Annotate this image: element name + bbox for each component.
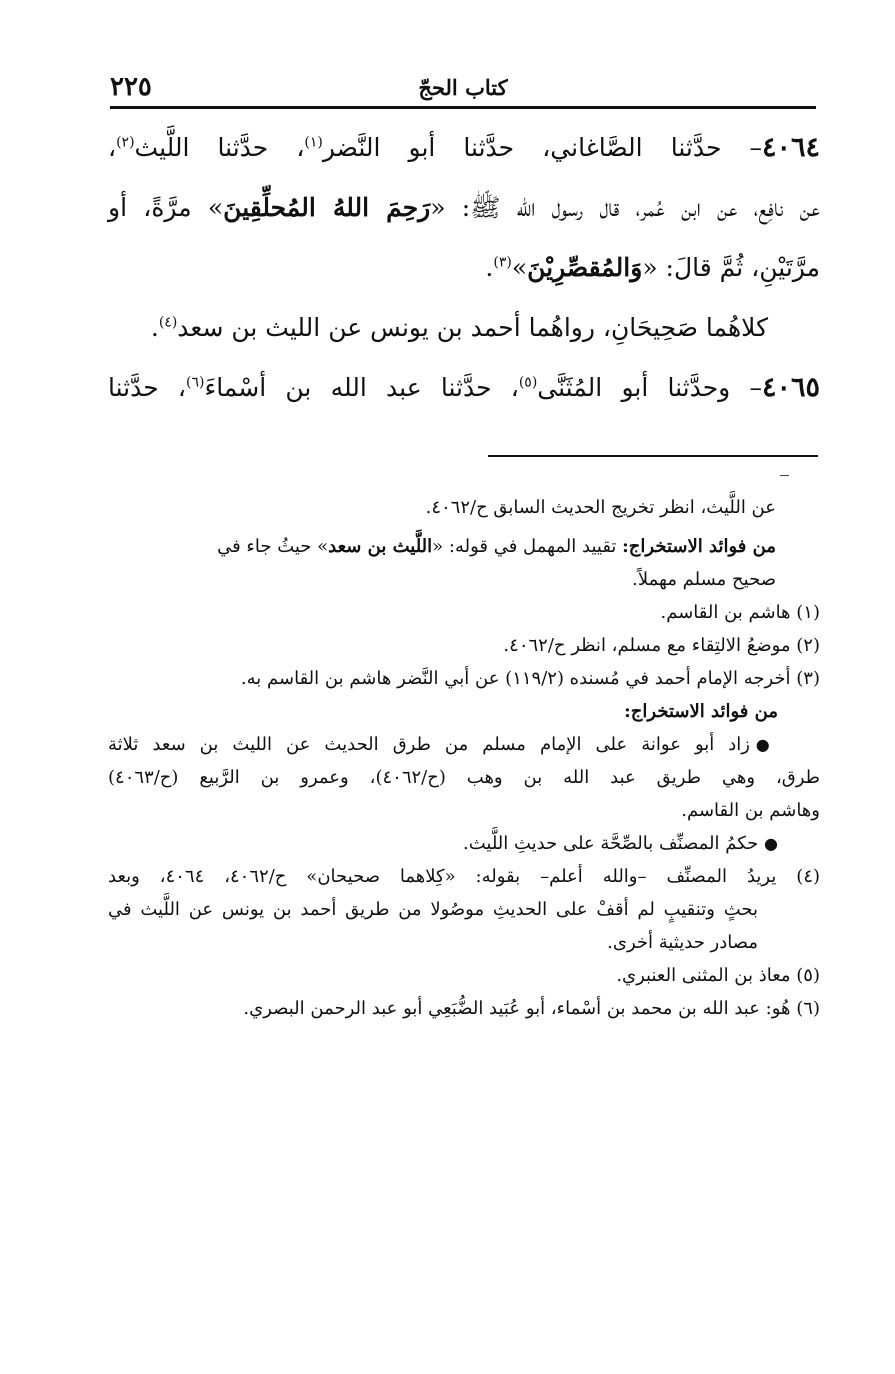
running-header	[110, 72, 816, 106]
footnote-4-line-2: بحثٍ وتنقيبٍ لم أقفْ على الحديثِ موصُولا من طريق أحمد بن يونس عن اللَّيث في	[108, 899, 758, 920]
footnote-5: (٥) معاذ بن المثنى العنبري.	[616, 965, 820, 986]
footnote-ref: (٣)	[493, 254, 512, 271]
fawaid-label: من فوائد الاستخراج:	[624, 701, 778, 722]
footnote-continuation: عن اللَّيث، انظر تخريج الحديث السابق ح/٤٠٦٢.	[425, 497, 776, 518]
bullet-2: ● حكمُ المصنِّف بالصِّحَّة على حديثِ اللَّيث.	[462, 833, 778, 854]
bullet-1-line-1: ● زاد أبو عوانة على الإمام مسلم من طرق الحديث عن الليث بن سعد ثلاثة	[108, 734, 778, 755]
footnote-2: (٢) موضعُ الالتِقاء مع مسلم، انظر ح/٤٠٦٢.	[503, 635, 820, 656]
footnote-ref: (١)	[304, 134, 323, 151]
hadith-4064-line-3: مرَّتَيْنِ، ثُمَّ قالَ: «وَالمُقصِّرِيْنَ»$^{(٣)}$.	[485, 253, 820, 282]
footnote-ref: (٦)	[185, 374, 205, 391]
hadith-number: ٤٠٦٥	[761, 372, 820, 403]
footnote-6: (٦) هُو: عبد الله بن محمد بن أسْماء، أبو عُبَيد الضُّبَعِي أبو عبد الرحمن البصري.	[243, 998, 820, 1019]
hadith-4065-line-1: ٤٠٦٥– وحدَّثنا أبو المُثَنَّى$^{(٥)}$، حدَّثنا عبد الله بن أسْماءَ$^{(٦)}$، حدَّثنا	[108, 372, 820, 403]
footnote-ref: (٥)	[518, 374, 538, 391]
footnote-ref: (٢)	[116, 134, 135, 151]
footnote-4-line-1: (٤) يريدُ المصنِّف –والله أعلم– بقوله: «كِلاهما صحيحان» ح/٤٠٦٢، ٤٠٦٤، وبعد	[108, 866, 821, 887]
continuation-mark	[780, 475, 789, 476]
fawaid-line-1: من فوائد الاستخراج: تقييد المهمل في قوله: «اللَّيث بن سعد» حيثُ جاء في	[217, 536, 776, 557]
verdict-line: كلاهُما صَحِيحَانِ، رواهُما أحمد بن يونس عن الليث بن سعد$^{(٤)}$.	[150, 313, 768, 342]
bullet-1-line-2: طرق، وهي طريق عبد الله بن وهب (ح/٤٠٦٢)، وعمرو بن الرَّبيع (ح/٤٠٦٣)	[108, 767, 820, 788]
prophetic-saying: رَحِمَ اللهُ المُحلِّقِينَ	[223, 193, 431, 222]
book-title: كتاب الحجّ	[418, 75, 508, 100]
page-number: ٢٢٥	[110, 72, 152, 102]
prophetic-saying: وَالمُقصِّرِيْنَ	[527, 253, 643, 282]
hadith-4064-line-2: عن نافِع، عن ابن عُمر، قال رسول الله ﷺ: «رَحِمَ اللهُ المُحلِّقِينَ» مرَّةً، أو	[108, 193, 820, 222]
bullet-1-line-3: وهاشم بن القاسم.	[681, 800, 820, 821]
footnote-4-line-3: مصادر حديثية أخرى.	[607, 932, 758, 953]
header-rule	[110, 106, 816, 109]
hadith-number: ٤٠٦٤	[761, 132, 820, 163]
hadith-4064-line-1: ٤٠٦٤– حدَّثنا الصَّاغاني، حدَّثنا أبو النَّضر$^{(١)}$، حدَّثنا اللَّيث$^{(٢)}$،	[108, 132, 820, 163]
main-text	[108, 118, 820, 418]
fawaid-label: من فوائد الاستخراج:	[622, 536, 776, 557]
footnote-separator	[488, 455, 818, 457]
footnote-ref: (٤)	[158, 314, 178, 331]
bullet-icon: ●	[755, 735, 778, 754]
fawaid-line-2: صحيح مسلم مهملاً.	[632, 569, 776, 590]
footnote-1: (١) هاشم بن القاسم.	[660, 602, 820, 623]
bullet-icon: ●	[764, 834, 778, 853]
footnote-3: (٣) أخرجه الإمام أحمد في مُسنده (١١٩/٢) عن أبي النَّضر هاشم بن القاسم به.	[240, 668, 820, 689]
footnotes	[108, 486, 820, 1025]
